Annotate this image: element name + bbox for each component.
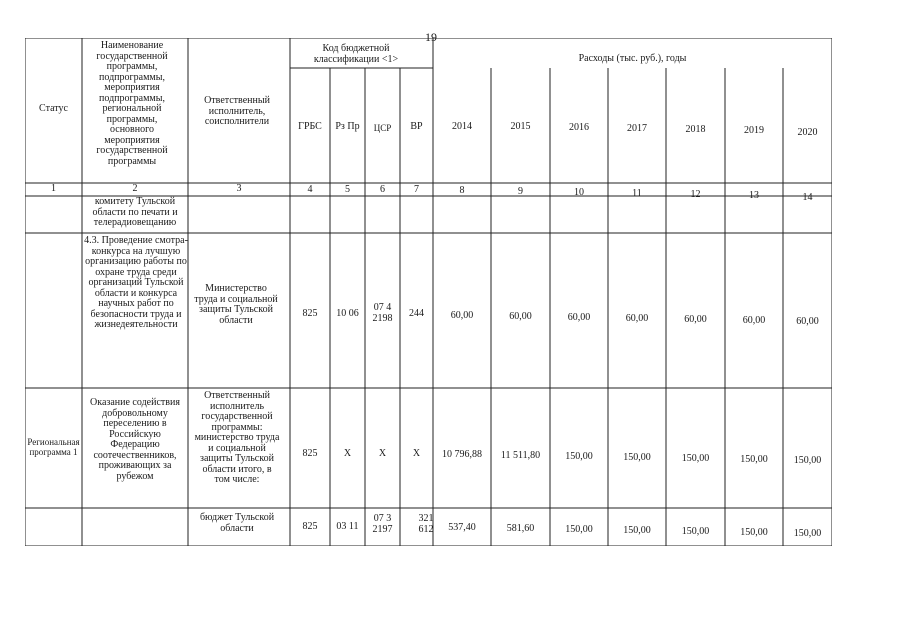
header-year-2014: 2014 bbox=[452, 121, 472, 132]
column-number: 13 bbox=[749, 190, 759, 201]
event-name: 4.3. Проведение смотра-конкурса на лучшую организацию работы по охране труда среди организаций Тульской области и конкурса научных работ по безопасности труда и жизнедеятельности bbox=[84, 235, 188, 330]
event-value-2018: 60,00 bbox=[684, 314, 707, 325]
header-expenses: Расходы (тыс. руб.), годы bbox=[578, 53, 687, 64]
regional-name: Оказание содействия добровольному переселению в Российскую Федерацию соотечественников, проживающих за рубежом bbox=[90, 397, 180, 482]
header-rzpr: Рз Пр bbox=[335, 121, 360, 132]
budget-value-2014: 537,40 bbox=[448, 522, 476, 533]
regional-vr: X bbox=[412, 448, 421, 459]
regional-rzpr: X bbox=[343, 448, 352, 459]
event-value-2015: 60,00 bbox=[509, 311, 532, 322]
header-year-2018: 2018 bbox=[685, 124, 706, 135]
regional-grbs: 825 bbox=[302, 448, 318, 459]
event-csr: 07 4 2198 bbox=[372, 302, 393, 324]
regional-value-2015: 11 511,80 bbox=[500, 450, 541, 461]
column-number: 1 bbox=[51, 183, 56, 194]
event-grbs: 825 bbox=[302, 308, 318, 319]
regional-value-2019: 150,00 bbox=[740, 454, 768, 465]
header-status: Статус bbox=[39, 103, 68, 114]
header-grbs: ГРБС bbox=[298, 121, 322, 132]
page-number: 19 bbox=[425, 30, 437, 44]
regional-csr: X bbox=[378, 448, 387, 459]
event-value-2016: 60,00 bbox=[567, 312, 591, 323]
event-executor: Министерство труда и социальной защиты Тульской области bbox=[194, 283, 278, 326]
column-number: 10 bbox=[574, 187, 584, 198]
budget-value-2018: 150,00 bbox=[681, 526, 710, 537]
regional-value-2014: 10 796,88 bbox=[442, 449, 482, 460]
budget-csr: 07 3 2197 bbox=[372, 513, 393, 535]
regional-value-2017: 150,00 bbox=[623, 452, 651, 463]
regional-value-2016: 150,00 bbox=[565, 451, 593, 462]
header-year-2017: 2017 bbox=[627, 123, 647, 134]
header-name: Наименование государственной программы, подпрограммы, мероприятия подпрограммы, региональной программы, основного мероприятия государственной программы bbox=[96, 40, 168, 167]
budget-value-2020: 150,00 bbox=[793, 528, 822, 539]
event-value-2020: 60,00 bbox=[796, 316, 819, 327]
budget-value-2019: 150,00 bbox=[740, 527, 768, 538]
budget-vr: 321 612 bbox=[418, 513, 434, 535]
header-executor: Ответственный исполнитель, соисполнители bbox=[204, 95, 270, 127]
event-value-2014: 60,00 bbox=[450, 310, 474, 321]
header-year-2015: 2015 bbox=[510, 121, 531, 132]
event-rzpr: 10 06 bbox=[336, 308, 359, 319]
budget-value-2015: 581,60 bbox=[506, 523, 535, 534]
header-year-2019: 2019 bbox=[744, 125, 764, 136]
budget-value-2017: 150,00 bbox=[623, 525, 651, 536]
header-csr: ЦСР bbox=[373, 123, 392, 133]
event-value-2019: 60,00 bbox=[742, 315, 766, 326]
budget-rzpr: 03 11 bbox=[336, 521, 359, 532]
column-number: 9 bbox=[518, 186, 523, 197]
column-number: 14 bbox=[802, 192, 813, 203]
regional-value-2018: 150,00 bbox=[681, 453, 710, 464]
continuation-name: комитету Тульской области по печати и телерадиовещанию bbox=[92, 196, 178, 228]
event-vr: 244 bbox=[409, 308, 424, 319]
header-budget-code: Код бюджетной классификации <1> bbox=[313, 43, 399, 65]
column-number: 11 bbox=[632, 188, 642, 199]
column-number: 7 bbox=[414, 184, 419, 195]
regional-value-2020: 150,00 bbox=[793, 455, 822, 466]
column-number: 12 bbox=[690, 189, 701, 200]
column-number: 5 bbox=[345, 184, 350, 195]
regional-status: Региональная программа 1 bbox=[27, 437, 80, 457]
regional-executor: Ответственный исполнитель государственной программы: министерство труда и социальной защиты Тульской области итого, в том числе: bbox=[194, 390, 280, 485]
column-number: 6 bbox=[380, 184, 385, 195]
event-value-2017: 60,00 bbox=[625, 313, 649, 324]
header-year-2016: 2016 bbox=[569, 122, 589, 133]
column-number: 3 bbox=[236, 183, 242, 194]
header-vr: ВР bbox=[410, 121, 423, 132]
budget-value-2016: 150,00 bbox=[565, 524, 593, 535]
column-number: 2 bbox=[132, 183, 138, 194]
budget-grbs: 825 bbox=[302, 521, 318, 532]
column-number: 8 bbox=[459, 185, 465, 196]
budget-executor: бюджет Тульской области bbox=[199, 512, 275, 534]
column-number: 4 bbox=[307, 184, 313, 195]
header-year-2020: 2020 bbox=[797, 127, 818, 138]
